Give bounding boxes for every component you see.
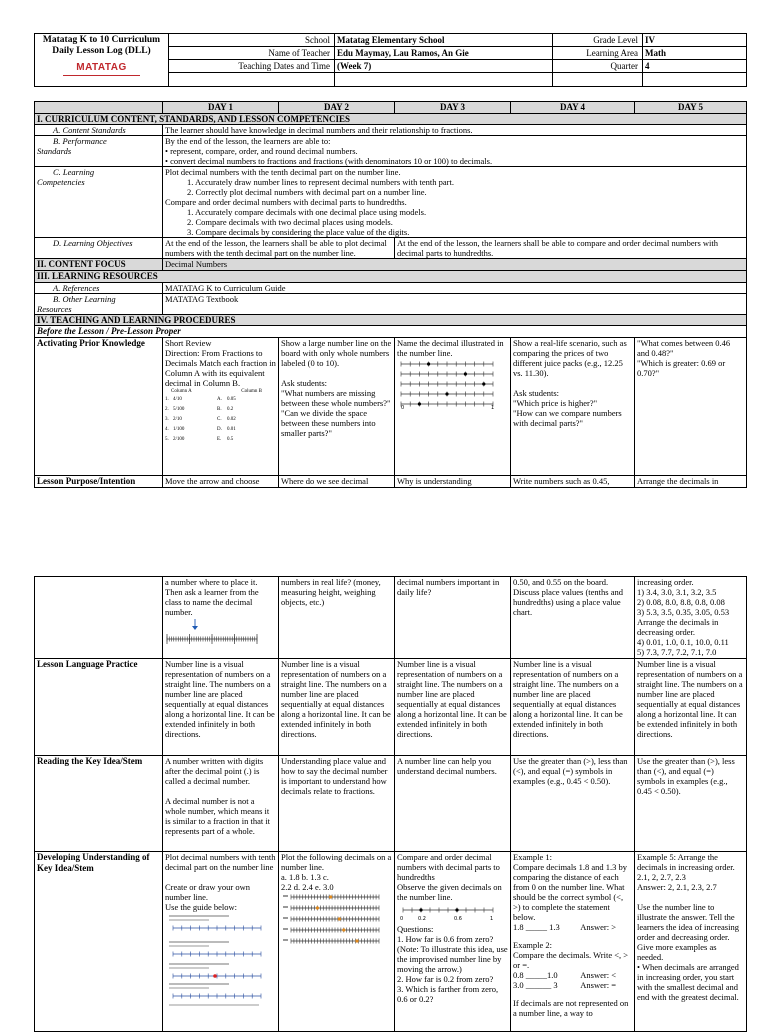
- corner-cell: [35, 102, 163, 114]
- matching-row: [165, 425, 276, 435]
- choice-letter: B.: [217, 407, 222, 413]
- plotted-point: [482, 382, 485, 385]
- learning-objectives-days-1-2: At the end of the lesson, the learners shall be able to plot decimal numbers with the tenth decimal part on the number line.: [163, 238, 395, 259]
- matching-exercise: Column A Column B 1. 4/10 A. 0.05 2. 5/100 B. 0.2 3. 2/10 C. 0.02 4. 1/100 D. 0.01 5. 2/100 E. 0.5: [165, 389, 276, 445]
- content-standards-label: A. Content Standards: [35, 125, 163, 136]
- tick-label: 0: [400, 916, 404, 923]
- row-label: [283, 906, 288, 908]
- learning-competencies-text: Plot decimal numbers with the tenth decimal part on the number line. 1. Accurately draw number lines to represent decimal numbers with tenth part. 2. Correctly plot decimal numbers with decimal part on a number line. Compare and order decimal numbers with decimal parts to hundredths. 1. Accurately compare decimals with one decimal place using models. 2. Compare decimals with two decimal places using models. 3. Compare decimals by considering the place value of the digits.: [163, 167, 747, 238]
- language-label: Lesson Language Practice: [35, 659, 163, 756]
- choice-letter: A.: [217, 397, 222, 403]
- plotted-point: [427, 362, 430, 365]
- activating-day5: "What comes between 0.46 and 0.48?" "Which is greater: 0.69 or 0.70?": [635, 337, 747, 475]
- arrow-head: [192, 626, 198, 630]
- purpose-label: Lesson Purpose/Intention: [35, 475, 163, 487]
- purpose-day1-top: Move the arrow and choose: [163, 475, 279, 487]
- fraction: 2/100: [173, 437, 185, 443]
- dll-title-cell: [35, 34, 169, 87]
- choice-letter: D.: [217, 427, 222, 433]
- developing-day5: Example 5: Arrange the decimals in increasing order. 2.1, 2, 2.7, 2.3 Answer: 2, 2.1, 2.3, 2.7 Use the number line to illustrate the answer. Tell the learners the idea of increasing order and decreasing order. Give more examples as needed. • When decimals are arranged in increasing order, you start with the smallest decimal and end with the greatest decimal.: [635, 852, 747, 1032]
- purpose-day1: a number where to place it. Then ask a learner from the class to name the decimal number.: [163, 577, 279, 659]
- before-lesson-heading: Before the Lesson / Pre-Lesson Proper: [35, 326, 747, 338]
- matching-row: [165, 435, 276, 445]
- fraction: 1/100: [173, 427, 185, 433]
- decimal-number-lines: [397, 358, 505, 410]
- developing-day3: Compare and order decimal numbers with decimal parts to hundredths Observe the given decimals on the number line. 0 0.2 0.6 1 Questions: 1. How far is 0.6 from zero? (Note: To illustrate this idea, use the improvised number line by moving the arrow.) 2. How far is 0.2 from zero? 3. Which is farther from zero, 0.6 or 0.2?: [395, 852, 511, 1032]
- matatag-logo: MATATAG: [35, 62, 168, 79]
- guide-number-line: [173, 994, 261, 999]
- guide-text-line: [169, 941, 229, 943]
- plot-number-line: [291, 939, 379, 944]
- dll-main-table: [34, 101, 747, 488]
- purpose-day5: increasing order. 1) 3.4, 3.0, 3.1, 3.2, 3.5 2) 0.08, 8.0, 8.8, 0.8, 0.08 3) 5.3, 3.5, 0.35, 3.05, 0.53 Arrange the decimals in decreasing order. 4) 0.01, 1.0, 0.1, 10.0, 0.11 5) 7.3, 7.7, 7.2, 7.1, 7.0: [635, 577, 747, 659]
- item-number: 1.: [165, 397, 169, 403]
- quarter-label: Quarter: [553, 60, 643, 73]
- performance-standards-label: B. Performance Standards: [35, 136, 163, 167]
- purpose-day3: decimal numbers important in daily life?: [395, 577, 511, 659]
- language-day2: Number line is a visual representation of numbers on a straight line. The numbers on a number line are placed sequentially at equal distances along a horizontal line. It can be extended infinitely in both directions.: [279, 659, 395, 756]
- teacher-value: Edu Maymay, Lau Ramos, An Gie: [335, 47, 553, 60]
- plotted-point: [355, 939, 358, 942]
- day-header: DAY 1: [163, 102, 279, 114]
- language-day1: Number line is a visual representation of numbers on a straight line. The numbers on a number line are placed sequentially at equal distances along a horizontal line. It can be extended infinitely in both directions.: [163, 659, 279, 756]
- number-line: [401, 401, 493, 406]
- comparison-number-line-axis: [403, 908, 493, 913]
- activating-label: Activating Prior Knowledge: [35, 337, 163, 475]
- dates-label: Teaching Dates and Time: [169, 60, 335, 73]
- activating-day3: Name the decimal illustrated in the number line. 0 1: [395, 337, 511, 475]
- arrow-number-line: [165, 617, 261, 647]
- grade-level-label: Grade Level: [553, 34, 643, 47]
- plotted-point: [338, 917, 341, 920]
- plotted-point: [316, 906, 319, 909]
- plot-number-line: [291, 906, 379, 911]
- matching-row: [165, 415, 276, 425]
- day-header: DAY 2: [279, 102, 395, 114]
- header-blank: [335, 73, 553, 87]
- number-line-guide: [165, 912, 273, 1012]
- developing-day4: Example 1: Compare decimals 1.8 and 1.3 by comparing the distance of each from 0 on the number line. What should be the correct symbol (<, >) to complete the statement below. 1.8 _____ 1.3 Answer: > Example 2: Compare the decimals. Write <, > or =. 0.8 _____1.0 Answer: < 3.0 ______ 3 Answer: = If decimals are not represented on a number line, a way to: [511, 852, 635, 1032]
- plotted-point: [418, 402, 421, 405]
- section-heading: III. LEARNING RESOURCES: [35, 271, 747, 283]
- activating-day2: Show a large number line on the board with only whole numbers labeled (0 to 10). Ask students: "What numbers are missing between these whole numbers?" "Can we divide the space between these numbers into smaller parts?": [279, 337, 395, 475]
- language-day5: Number line is a visual representation of numbers on a straight line. The numbers on a number line are placed sequentially at equal distances along a horizontal line. It can be extended infinitely in both directions.: [635, 659, 747, 756]
- guide-text-line: [169, 945, 209, 947]
- tick-label: 0: [401, 404, 405, 410]
- plot-number-line: [291, 917, 379, 922]
- purpose-day4-top: Write numbers such as 0.45,: [511, 475, 635, 487]
- row-label: [283, 939, 288, 941]
- fraction: 4/10: [173, 397, 182, 403]
- section-heading: II. CONTENT FOCUS: [35, 259, 163, 271]
- quarter-value: 4: [643, 60, 747, 73]
- item-number: 3.: [165, 417, 169, 423]
- guide-text-line: [169, 915, 229, 917]
- header-blank: [553, 73, 643, 87]
- teacher-label: Name of Teacher: [169, 47, 335, 60]
- decimal-choice: 0.2: [227, 407, 234, 413]
- learning-objectives-days-3-5: At the end of the lesson, the learners shall be able to compare and order decimal numbers with decimal parts to hundredths.: [395, 238, 747, 259]
- learning-objectives-label: D. Learning Objectives: [35, 238, 163, 259]
- plot-number-line: [291, 928, 379, 933]
- plot-number-line: [291, 895, 379, 900]
- guide-text-line: [169, 963, 229, 965]
- item-number: 4.: [165, 427, 169, 433]
- references-label: A. References: [35, 282, 163, 293]
- developing-day2: Plot the following decimals on a number line. a. 1.8 b. 1.3 c. 2.2 d. 2.4 e. 3.0: [279, 852, 395, 1032]
- guide-text-line: [169, 987, 209, 989]
- plotted-point: [329, 895, 332, 898]
- dates-value: (Week 7): [335, 60, 553, 73]
- dll-title-line2: Daily Lesson Log (DLL): [52, 46, 151, 57]
- grade-level-value: IV: [643, 34, 747, 47]
- day-header: DAY 4: [511, 102, 635, 114]
- guide-number-line: [173, 952, 261, 957]
- plotted-point: [342, 928, 345, 931]
- developing-day1: Plot decimal numbers with tenth decimal part on the number line Create or draw your own number line. Use the guide below:: [163, 852, 279, 1032]
- other-resources-label: B. Other Learning Resources: [35, 293, 163, 314]
- reading-day3: A number line can help you understand decimal numbers.: [395, 756, 511, 852]
- row-label: [283, 928, 288, 930]
- point-0-6: [455, 908, 458, 911]
- row-label: [283, 895, 288, 897]
- purpose-day4: 0.50, and 0.55 on the board. Discuss place values (tenths and hundredths) using a place value chart.: [511, 577, 635, 659]
- section-heading: I. CURRICULUM CONTENT, STANDARDS, AND LESSON COMPETENCIES: [35, 113, 747, 125]
- matching-row: [165, 405, 276, 415]
- day-header: DAY 5: [635, 102, 747, 114]
- reading-day4: Use the greater than (>), less than (<), and equal (=) symbols in examples (e.g., 0.45 < 0.50).: [511, 756, 635, 852]
- item-number: 2.: [165, 407, 169, 413]
- reading-day5: Use the greater than (>), less than (<), and equal (=) symbols in examples (e.g., 0.45 < 0.50).: [635, 756, 747, 852]
- plotted-point: [445, 392, 448, 395]
- dll-title-line1: Matatag K to 10 Curriculum: [42, 35, 161, 45]
- choice-letter: E.: [217, 437, 222, 443]
- purpose-day3-top: Why is understanding: [395, 475, 511, 487]
- guide-number-line: [173, 926, 261, 931]
- dll-continued-table: [34, 576, 747, 1032]
- header-blank: [643, 73, 747, 87]
- performance-standards-text: By the end of the lesson, the learners are able to: • represent, compare, order, and round decimal numbers. • convert decimal numbers to fractions and fractions (with denominators 10 or 100) to decimals.: [163, 136, 747, 167]
- tick-label: 1: [490, 916, 494, 923]
- learning-area-value: Math: [643, 47, 747, 60]
- fraction: 5/100: [173, 407, 185, 413]
- fraction: 2/10: [173, 417, 182, 423]
- learning-area-label: Learning Area: [553, 47, 643, 60]
- choice-letter: C.: [217, 417, 222, 423]
- comparison-number-line: [397, 902, 505, 924]
- other-resources-text: MATATAG Textbook: [163, 293, 747, 314]
- plotting-number-lines: [281, 892, 389, 952]
- guide-text-line: [169, 967, 209, 969]
- guide-number-line: [173, 974, 261, 979]
- reading-day1: A number written with digits after the decimal point (.) is called a decimal number. A decimal number is not a whole number, which means it is similar to a fraction in that it represents part of a whole.: [163, 756, 279, 852]
- tick-label: 0.2: [418, 916, 426, 923]
- day-header-row: [35, 102, 747, 114]
- day-header: DAY 3: [395, 102, 511, 114]
- decimal-choice: 0.01: [227, 427, 236, 433]
- tick-label: 1: [491, 404, 495, 410]
- guide-text-line: [169, 983, 229, 985]
- number-line: [401, 361, 493, 366]
- content-focus-text: Decimal Numbers: [163, 259, 747, 271]
- number-line: [401, 371, 493, 376]
- guide-text-line: [169, 1004, 259, 1006]
- developing-label: Developing Understanding of Key Idea/Stem: [35, 852, 163, 1032]
- purpose-day5-top: Arrange the decimals in: [635, 475, 747, 487]
- point-0-2: [419, 908, 422, 911]
- row-label: [283, 917, 288, 919]
- item-number: 5.: [165, 437, 169, 443]
- number-line: [401, 381, 493, 386]
- learning-competencies-label: C. Learning Competencies: [35, 167, 163, 238]
- header-table: [34, 33, 747, 87]
- purpose-day2-top: Where do we see decimal: [279, 475, 395, 487]
- plotted-point: [213, 974, 217, 978]
- reading-label: Reading the Key Idea/Stem: [35, 756, 163, 852]
- language-day4: Number line is a visual representation of numbers on a straight line. The numbers on a number line are placed sequentially at equal distances along a horizontal line. It can be extended infinitely in both directions.: [511, 659, 635, 756]
- section-heading: IV. TEACHING AND LEARNING PROCEDURES: [35, 314, 747, 326]
- decimal-choice: 0.5: [227, 437, 234, 443]
- school-value: Matatag Elementary School: [335, 34, 553, 47]
- activating-day4: Show a real-life scenario, such as comparing the prices of two different juice packs (e.g., 12.25 vs. 11.30). Ask students: "Which price is higher?" "How can we compare numbers with decimal parts?": [511, 337, 635, 475]
- references-text: MATATAG K to Curriculum Guide: [163, 282, 747, 293]
- reading-day2: Understanding place value and how to say the decimal number is important to understand how decimals relate to fractions.: [279, 756, 395, 852]
- guide-text-line: [169, 919, 209, 921]
- header-blank: [169, 73, 335, 87]
- plotted-point: [464, 372, 467, 375]
- language-day3: Number line is a visual representation of numbers on a straight line. The numbers on a number line are placed sequentially at equal distances along a horizontal line. It can be extended infinitely in both directions.: [395, 659, 511, 756]
- decimal-choice: 0.02: [227, 417, 236, 423]
- decimal-choice: 0.05: [227, 397, 236, 403]
- matching-row: [165, 395, 276, 405]
- school-label: School: [169, 34, 335, 47]
- content-standards-text: The learner should have knowledge in decimal numbers and their relationship to fractions.: [163, 125, 747, 136]
- tick-label: 0.6: [454, 916, 462, 923]
- purpose-label-cont: [35, 577, 163, 659]
- purpose-day2: numbers in real life? (money, measuring height, weighing objects, etc.): [279, 577, 395, 659]
- activating-day1: Short Review Direction: From Fractions to Decimals Match each fraction in Column A with its equivalent decimal in Column B. Column A Column B 1. 4/10 A. 0.05 2. 5/100 B. 0.2 3. 2/10 C. 0.02 4. 1/100 D. 0.01 5. 2/100 E. 0.5: [163, 337, 279, 475]
